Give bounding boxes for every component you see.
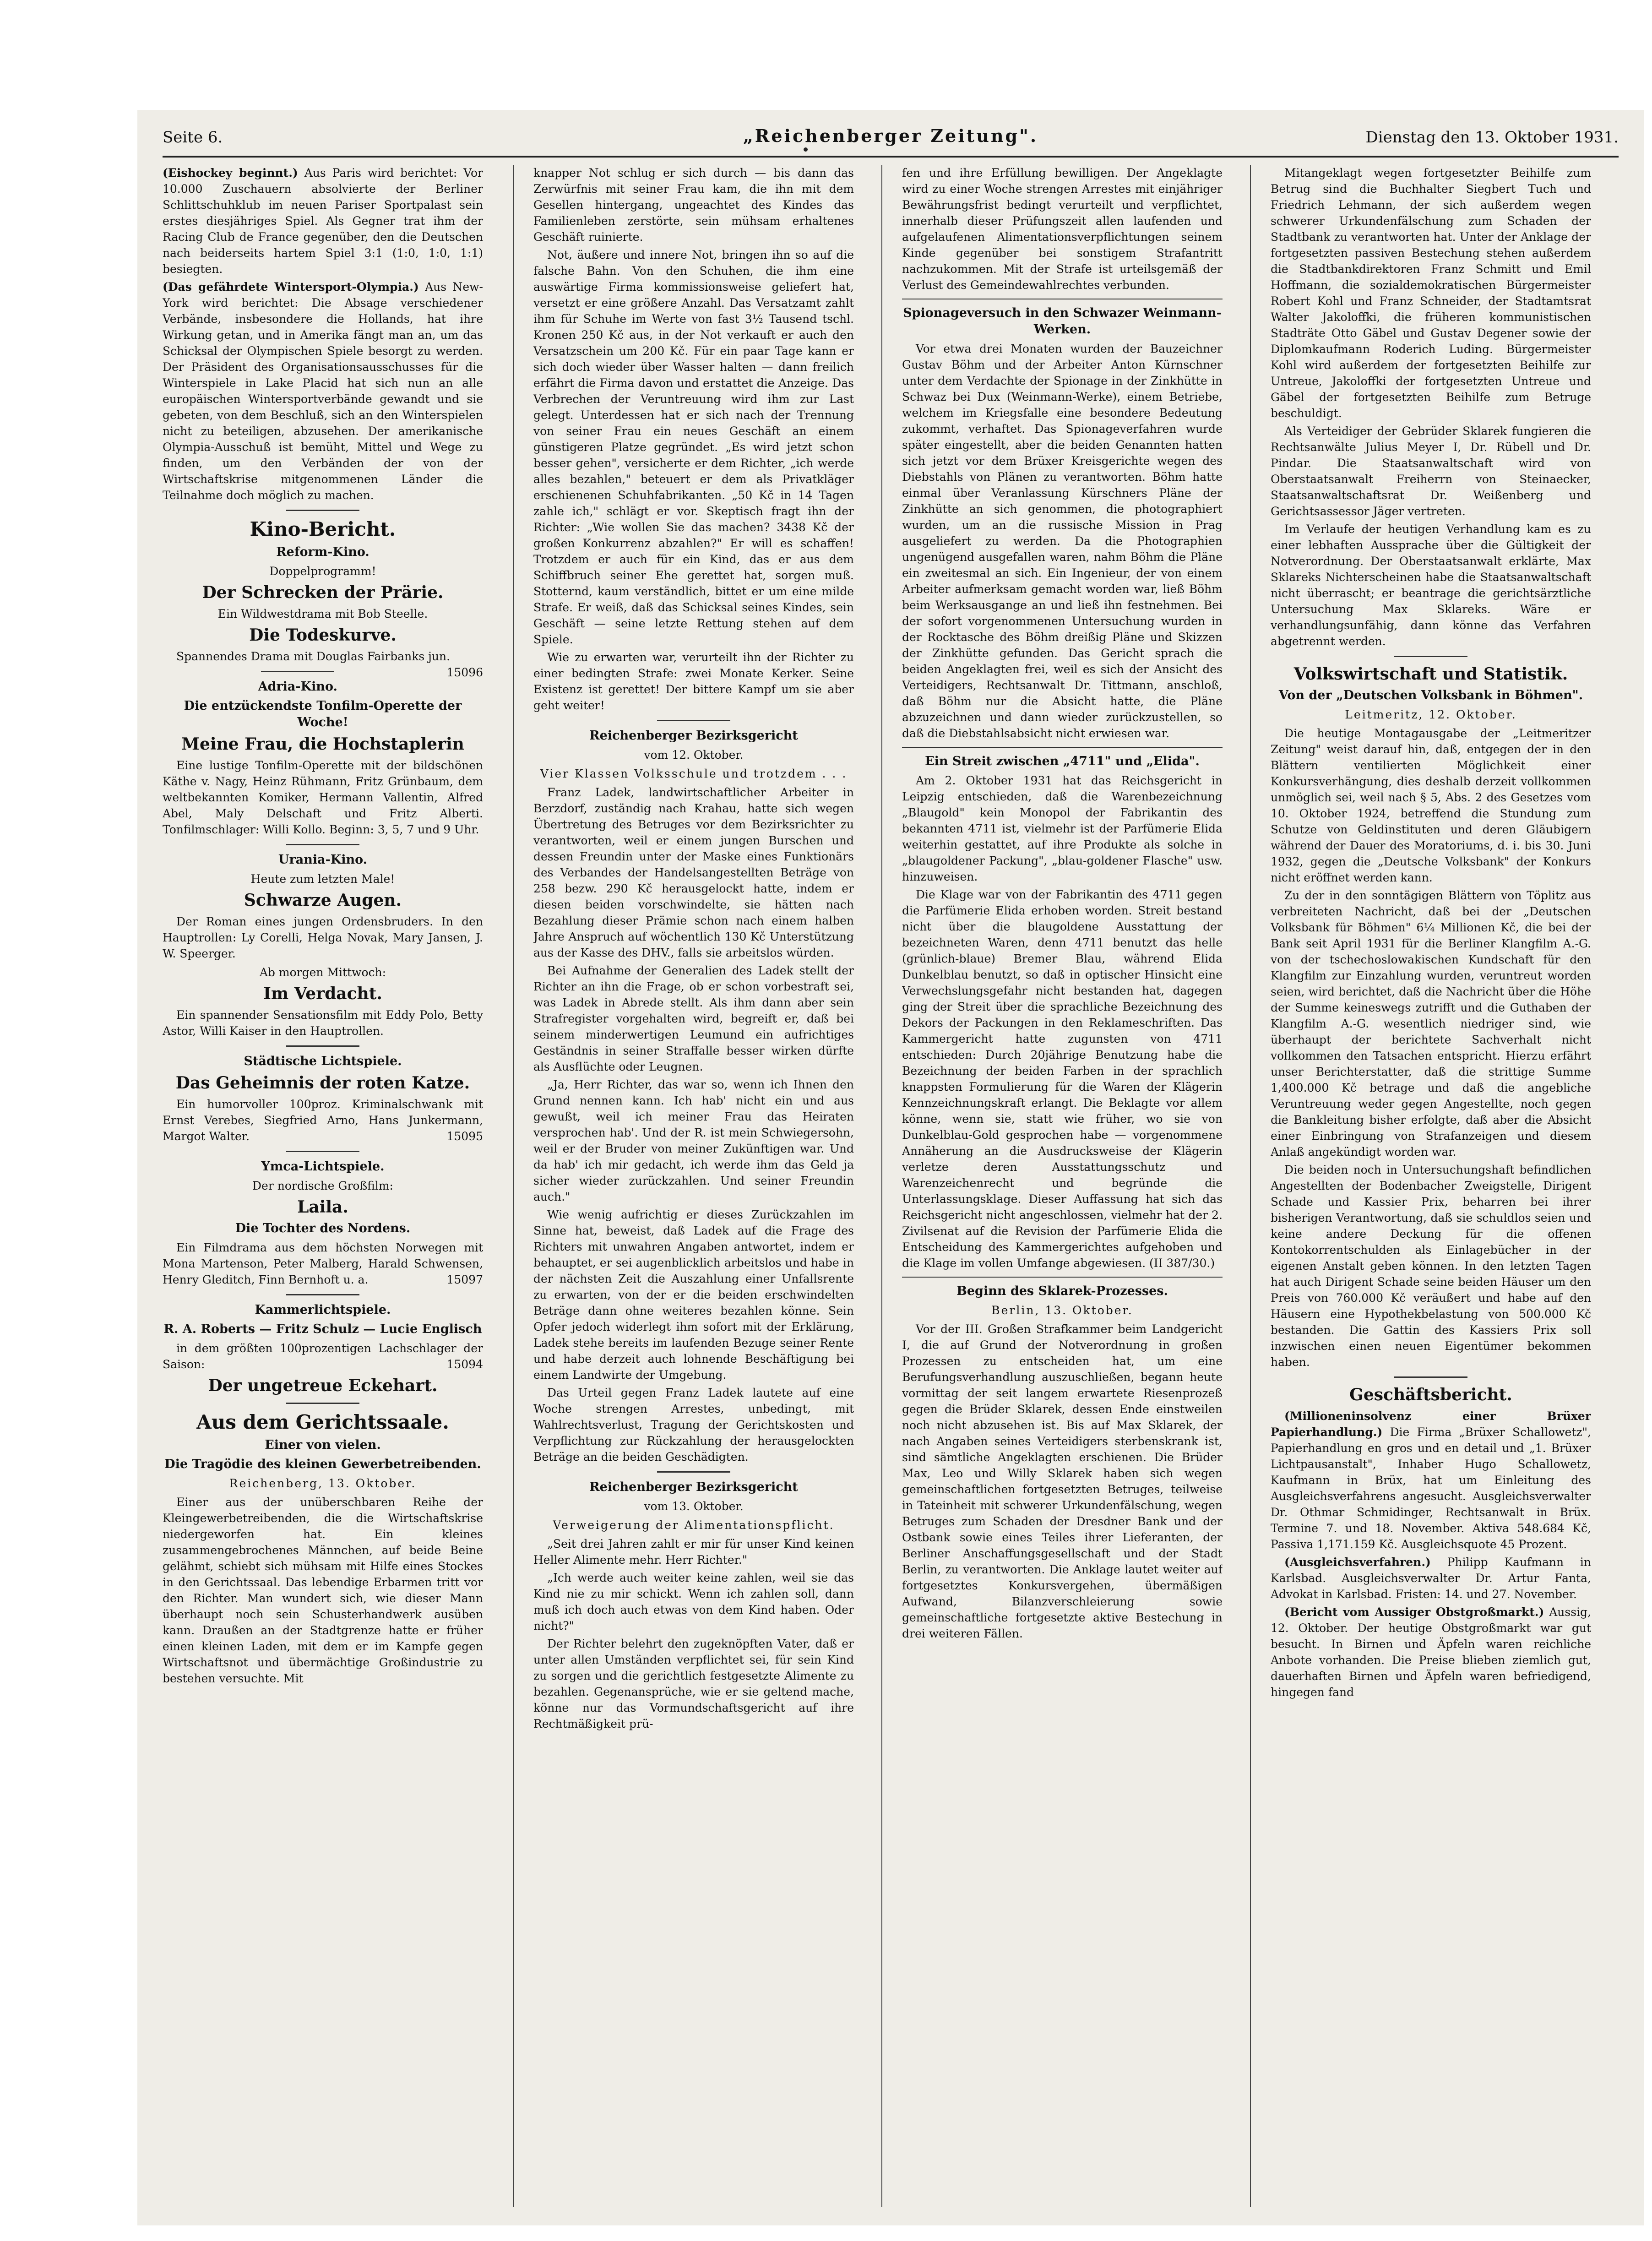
article-text: (Ausgleichsverfahren.) Philipp Kaufmann in Karlsbad. Ausgleichsverwalter Dr. Artur Fanta, Advokat in Karlsbad. Fristen: 14. und 27. November. [1271, 1556, 1591, 1601]
section-heading: Geschäftsbericht. [1349, 1385, 1512, 1404]
cinema-name: Adria-Kino. [258, 680, 337, 694]
article-heading: Reichenberger Bezirksgericht [589, 1480, 798, 1494]
article-text: „Seit drei Jahren zahlt er mir für unser Kind keinen Heller Alimente mehr. Herr Richter." [533, 1537, 854, 1567]
article-text: (Bericht vom Aussiger Obstgroßmarkt.) Aussig, 12. Oktober. Der heutige Obstgroßmarkt war gut besucht. In Birnen und Äpfeln waren reichliche Anbote vorhanden. Die Preise blieben ziemlich gut, dauerhaften Birnen und Äpfeln waren befriedigend, hingegen fand [1271, 1605, 1591, 1699]
cinema-name: Ymca-Lichtspiele. [261, 1159, 385, 1174]
ad-code: 15097 [446, 1273, 483, 1286]
article-lead: (Das gefährdete Wintersport-Olympia.) [163, 280, 419, 294]
section-rule [286, 510, 359, 511]
article-text: Aus New-York wird berichtet: Die Absage verschiedener Verbände, insbesondere die Hollands, hat ihre Wirkung getan, und in Amerika fängt man an, um das Schicksal der Olympischen Spiele besorgt zu werden. Der Präsident des Organisationsausschusses für die Winterspiele in Lake Placid hat sich nun an alle europäischen Wintersportverbände gewandt und sie gebeten, von dem Beschluß, sich an den Winterspielen nicht zu beteiligen, abzusehen. Der amerikanische Olympia-Ausschuß ist bemüht, Mittel und Wege zu finden, um den Verbänden der von der Wirtschaftskrise mitgenommenen Länder die Teilnahme doch möglich zu machen. [163, 280, 483, 502]
cinema-name: Urania-Kino. [278, 853, 368, 867]
article-heading: Spionageversuch in den Schwazer Weinmann-Werken. [903, 306, 1222, 337]
ad-code: 15094 [446, 1358, 483, 1371]
article-text: „Ich werde auch weiter keine zahlen, weil sie das Kind nie zu mir schickt. Wenn ich zahlen soll, dann muß ich doch auch etwas von dem Kind haben. Oder nicht?" [533, 1571, 854, 1632]
film-title: Die Todeskurve. [249, 626, 397, 645]
article-text: „Ja, Herr Richter, das war so, wenn ich Ihnen den Grund nennen kann. Ich hab' nicht ein und aus gewußt, weil ich meiner Frau das Heiraten versprochen hab'. Und der R. ist mein Schwiegersohn, weil er der Bruder von meiner Zukünftigen war. Und da hab' ich mir gedacht, ich werde ihm das Geld ja sicher wieder zurückzahlen. Und seiner Freundin auch." [533, 1078, 854, 1203]
article-text: Als Verteidiger der Gebrüder Sklarek fungieren die Rechtsanwälte Julius Meyer I, Dr. Rübell und Dr. Pindar. Die Staatsanwaltschaft wird von Oberstaatsanwalt Freiherrn von Steinaecker, Staatsanwaltschaftsrat Dr. Weißenberg und Gerichtsassessor Jäger vertreten. [1271, 424, 1591, 518]
film-title: Schwarze Augen. [244, 891, 402, 910]
article-heading: Beginn des Sklarek-Prozesses. [956, 1284, 1168, 1298]
section-rule [902, 1277, 1223, 1278]
ink-dot [804, 147, 808, 152]
article-subheading: Die Tragödie des kleinen Gewerbetreibenden. [164, 1457, 481, 1471]
ad-code: 15096 [446, 666, 483, 679]
article-text: fen und ihre Erfüllung bewilligen. Der Angeklagte wird zu einer Woche strengen Arrestes mit einjähriger Bewährungsfrist bedingt verurteilt und verpflichtet, innerhalb dieser Prüfungszeit allen laufenden und aufgelaufenen Alimentationsverpflichtungen seinem Kinde gegenüber bei sonstigem Strafantritt nachzukommen. Mit der Strafe ist urteilsgemäß der Verlust des Gemeindewahlrechtes verbunden. [902, 166, 1223, 292]
film-description: Eine lustige Tonfilm-Operette mit der bildschönen Käthe v. Nagy, Heinz Rühmann, Fritz Grünbaum, dem weltbekannten Komiker, Hermann Vallentin, Alfred Abel, Maly Delschaft und Fritz Alberti. Tonfilmschlager: Willi Kollo. Beginn: 3, 5, 7 und 9 Uhr. [163, 759, 483, 836]
article-heading: Einer von vielen. [265, 1438, 381, 1452]
article-heading: Von der „Deutschen Volksbank in Böhmen". [1278, 688, 1583, 702]
article-text: Einer aus der unüberschbaren Reihe der Kleingewerbetreibenden, die die Wirtschaftskrise niedergeworfen hat. Ein kleines zusammengebrochenes Männchen, auf beide Beine gelähmt, schiebt sich mühsam mit Hilfe eines Stockes in den Gerichtssaal. Das lebendige Erbarmen tritt vor den Richter. Man wundert sich, wie dieser Mann überhaupt noch sein Schusterhandwerk ausüben kann. Draußen an der Stadtgrenze hatte er früher einen kleinen Laden, mit dem er im Kampfe gegen Wirtschaftsnot und übermächtige Großindustrie zu bestehen versuchte. Mit [163, 1496, 483, 1685]
cinema-subtitle: Ab morgen Mittwoch: [259, 966, 386, 979]
section-rule [286, 1045, 359, 1047]
film-description: Ein Wildwestdrama mit Bob Steelle. [217, 607, 428, 620]
newspaper-page [137, 110, 1644, 2225]
article-text: Der Richter belehrt den zugeknöpften Vater, daß er unter allen Umständen verpflichtet sei, für sein Kind zu sorgen und die gerichtlich festgesetzte Alimente zu bezahlen. Gegenansprüche, wie er sie geltend mache, könne nur das Vormundschaftsgericht auf ihre Rechtmäßigkeit prü- [533, 1637, 854, 1730]
article-text: Die beiden noch in Untersuchungshaft befindlichen Angestellten der Bodenbacher Zweigstelle, Dirigent Schade und Kassier Prix, beharren bei ihrer bisherigen Verantwortung, daß sie schuldlos seien und keine andere Deckung für die offenen Kontokorrentschulden als Einlagebücher in der eigenen Anstalt geben können. In den letzten Tagen hat auch Dirigent Schade seine beiden Häuser um den Preis von 760.000 Kč veräußert und habe auf den Häusern eine Hypothekbelastung von 500.000 Kč bestanden. Die Gattin des Kassiers Prix soll inzwischen einen neuen Eigentümer bekommen haben. [1271, 1163, 1591, 1369]
article-subheading: Verweigerung der Alimentationspflicht. [553, 1518, 835, 1532]
section-rule [261, 671, 334, 672]
issue-date: Dienstag den 13. Oktober 1931. [1365, 128, 1619, 147]
section-rule [286, 1294, 359, 1295]
page-header [163, 124, 1619, 156]
column-2 [533, 165, 854, 2207]
film-title: Der ungetreue Eckehart. [208, 1376, 438, 1395]
cinema-subtitle: Heute zum letzten Male! [250, 872, 395, 886]
newspaper-title: „Reichenberger Zeitung". [743, 125, 1038, 146]
section-rule [286, 1151, 359, 1152]
section-heading: Volkswirtschaft und Statistik. [1293, 664, 1568, 684]
ad-code: 15095 [446, 1130, 483, 1143]
film-title: Im Verdacht. [263, 984, 382, 1003]
article-text: Not, äußere und innere Not, bringen ihn so auf die falsche Bahn. Von den Schuhen, die ihm eine auswärtige Firma kommissionsweise geliefert hat, versetzt er eine größere Anzahl. Das Versatzamt zahlt ihm für Schuhe im Werte von fast 3½ Tausend tschl. Kronen 250 Kč aus, in der Not verkauft er auch den Versatzschein um 200 Kč. Für ein paar Tage kann er sich doch wieder über Wasser halten — dann freilich erfährt die Firma davon und erstattet die Anzeige. Das Verbrechen der Veruntreuung wird ihm zur Last gelegt. Unterdessen hat er sich nach der Trennung von seiner Frau ein neues Geschäft an einem günstigeren Platze gegründet. „Es wird jetzt schon besser gehen", versicherte er dem Richter, „ich werde alles bezahlen," beteuert er dem als Privatkläger erschienenen Schuhfabrikanten. „50 Kč in 14 Tagen zahle ich," schlägt er vor. Skeptisch fragt ihn der Richter: „Wie wollen Sie das machen? 3438 Kč der großen Konkurrenz abzahlen?" Er will es schaffen! Trotzdem er auch für ein Kind, das er aus dem Schiffbruch seiner Ehe gerettet hat, sorgen muß. Stotternd, kaum verständlich, bittet er um eine milde Strafe. Er weiß, daß das Schicksal seines Kindes, sein Geschäft — seine letzte Rettung stehen auf dem Spiele. [533, 248, 854, 646]
film-title: Laila. [297, 1197, 348, 1217]
section-heading: Aus dem Gerichtssaale. [196, 1411, 449, 1433]
section-rule [286, 844, 359, 845]
header-rule [163, 156, 1619, 158]
article-lead: (Eishockey beginnt.) [163, 166, 298, 179]
dateline: Reichenberg, 13. Oktober. [229, 1477, 417, 1490]
dateline: Leitmeritz, 12. Oktober. [1345, 708, 1517, 721]
cinema-subtitle: R. A. Roberts — Fritz Schulz — Lucie Englisch [163, 1322, 482, 1336]
article-subheading: Vier Klassen Volksschule und trotzdem . . . [540, 767, 848, 780]
article-heading: Reichenberger Bezirksgericht [589, 729, 798, 743]
section-rule [657, 720, 730, 721]
film-title: Meine Frau, die Hochstaplerin [181, 734, 464, 754]
cinema-name: Reform-Kino. [276, 545, 370, 559]
cinema-name: Kammerlichtspiele. [255, 1303, 391, 1317]
film-description: in dem größten 100prozentigen Lachschlager der Saison: 15094 [163, 1340, 483, 1372]
article-text: Zu der in den sonntägigen Blättern von Töplitz aus verbreiteten Nachricht, daß bei der „Deutschen Volksbank für Böhmen" 6¼ Millionen Kč, die bei der Bank seit April 1931 für die Berliner Klangfilm A.-G. von der tschechoslowakischen Kundschaft für den Klangfilm zur Einzahlung wurden, veruntreut worden seien, wird berichtet, daß die Nachricht über die Höhe der Summe keineswegs zutrifft und die Guthaben der Klangfilm A.-G. wesentlich niedriger sind, wie überhaupt der berichtete Sachverhalt nicht vollkommen den Tatsachen entspricht. Hierzu erfährt unser Berichterstatter, daß die strittige Summe 1,400.000 Kč betrage und daß die angebliche Veruntreuung weder gegen Angestellte, noch gegen die Bankleitung bisher erfolgte, daß aber die Absicht einer Einbringung von Strafanzeigen und diesem Anlaß angekündigt worden war. [1271, 889, 1591, 1159]
article-text: Mitangeklagt wegen fortgesetzter Beihilfe zum Betrug sind die Buchhalter Siegbert Tuch und Friedrich Lehmann, der sich außerdem wegen schwerer Urkundenfälschung zum Schaden der Stadtbank zu verantworten hat. Unter der Anklage der fortgesetzten passiven Bestechung stehen außerdem die Stadtbankdirektoren Franz Schmitt und Emil Hoffmann, die sozialdemokratischen Bürgermeister Robert Kohl und Franz Schneider, der Stadtamtsrat Walter Jakoloffki, die früheren kommunistischen Stadträte Otto Gäbel und Gustav Degener sowie der Diplomkaufmann Roderich Luding. Bürgermeister Kohl wird außerdem der fortgesetzten Beihilfe zur Untreue, Jakoloffki der fortgesetzten Untreue und Gäbel der fortgesetzten Beihilfe zum Betruge beschuldigt. [1271, 166, 1591, 420]
article-text: Wie wenig aufrichtig er dieses Zurückzahlen im Sinne hat, beweist, daß Ladek auf die Frage des Richters mit unwahren Angaben antwortet, indem er behauptet, er sei augenblicklich arbeitslos und habe in der nächsten Zeit die Auszahlung einer Unfallsrente zu erwarten, von der er die beiden erschwindelten Beträge dann ohne weiteres bezahlen könne. Sein Opfer jedoch widerlegt ihm sofort mit der Erklärung, Ladek stehe bereits im laufenden Bezuge seiner Rente und habe derzeit auch lohnende Beschäftigung bei einem Landwirte der Umgebung. [533, 1208, 854, 1382]
column-1 [163, 165, 483, 2207]
dateline: vom 13. Oktober. [644, 1500, 744, 1513]
article-text: Franz Ladek, landwirtschaftlicher Arbeiter in Berzdorf, zuständig nach Krahau, hatte sich wegen Übertretung des Betruges vor dem Bezirksrichter zu verantworten, weil er einem jungen Burschen und dessen Freundin unter der Maske eines Funktionärs des Verbandes der Handelsangestellten Beträge von 258 bezw. 290 Kč herausgelockt hatte, indem er diesen beiden vorschwindelte, sie hätten nach Bezahlung dieser Prämie schon nach einem halben Jahre Anspruch auf wöchentlich 130 Kč Unterstützung aus der Kasse des DHV., falls sie arbeitslos würden. [533, 786, 854, 959]
film-description: Ein humorvoller 100proz. Kriminalschwank mit Ernst Verebes, Siegfried Arno, Hans Junkermann, Margot Walter. 15095 [163, 1096, 483, 1144]
article-olympia [163, 279, 483, 503]
section-heading: Kino-Bericht. [250, 518, 396, 540]
column-4 [1271, 165, 1591, 2207]
article-text: Wie zu erwarten war, verurteilt ihn der Richter zu einer bedingten Strafe: zwei Monate Kerker. Seine Existenz ist gerettet! Der bittere Kampf um sie aber geht weiter! [533, 651, 854, 712]
article-eishockey [163, 165, 483, 277]
column-3 [902, 165, 1223, 2207]
column-divider [1250, 165, 1251, 2207]
article-text: Am 2. Oktober 1931 hat das Reichsgericht in Leipzig entschieden, daß die Warenbezeichnung „Blaugold" kein Monopol der Fabrikantin des bekannten 4711 ist, vielmehr ist der Parfümerie Elida weiterhin gestattet, auf ihre Produkte als solche in „blaugoldener Packung", „blau-goldener Flasche" usw. hinzuweisen. [902, 774, 1223, 883]
article-text: Die heutige Montagausgabe der „Leitmeritzer Zeitung" weist darauf hin, daß, entgegen der in den Blättern ventilierten Möglichkeit einer Konkursverhängung, dies deshalb derzeit vollkommen unmöglich sei, weil nach § 5, Abs. 2 des Gesetzes vom 10. Oktober 1924, betreffend die Stundung zum Schutze von Geldinstituten und deren Gläubigern während der Dauer des Moratoriums, d. i. bis 30. Juni 1932, gegen die „Deutsche Volksbank" der Konkurs nicht eröffnet werden kann. [1271, 727, 1591, 884]
cinema-subtitle: Der nordische Großfilm: [252, 1179, 393, 1192]
article-heading: Ein Streit zwischen „4711" und „Elida". [925, 754, 1200, 768]
section-rule [286, 1403, 359, 1404]
film-description: Ein Filmdrama aus dem höchsten Norwegen mit Mona Martenson, Peter Malberg, Harald Schwensen, Henry Gleditch, Finn Bernhoft u. a. 15097 [163, 1240, 483, 1288]
dateline: vom 12. Oktober. [644, 748, 744, 762]
article-text: Vor der III. Großen Strafkammer beim Landgericht I, die auf Grund der Notverordnung in großen Prozessen zu entscheiden hat, um eine Berufungsverhandlung auszuschließen, begann heute vormittag der seit langem erwartete Riesenprozeß gegen die Brüder Sklarek, dessen Ende einstweilen noch nicht abzusehen ist. Bis auf Max Sklarek, der nach Angaben seines Verteidigers sterbenskrank ist, sind sämtliche Angeklagten erschienen. Die Brüder Max, Leo und Willy Sklarek haben sich wegen gemeinschaftlichen fortgesetzten Betruges, teilweise in Tateinheit mit schwerer Urkundenfälschung, wegen Betruges zum Schaden der Dresdner Bank und der Ostbank sowie eines Teiles ihrer Lieferanten, der Berliner Anschaffungsgesellschaft und der Stadt Berlin, zu verantworten. Die Anklage lautet weiter auf fortgesetztes Konkursvergehen, übermäßigen Aufwand, Bilanzverschleierung sowie gemeinschaftliche fortgesetzte aktive Bestechung in drei weiteren Fällen. [902, 1322, 1223, 1640]
section-rule [1394, 1376, 1467, 1378]
film-subtitle: Die Tochter des Nordens. [235, 1221, 411, 1235]
article-text: Aus Paris wird berichtet: Vor 10.000 Zuschauern absolvierte der Berliner Schlittschuhklub im neuen Pariser Sportpalast sein erstes diesjähriges Spiel. Als Gegner trat ihm der Racing Club de France gegenüber, den die Deutschen nach beiderseits hartem Spiel 3:1 (1:0, 1:0, 1:1) besiegten. [163, 166, 483, 276]
cinema-name: Städtische Lichtspiele. [244, 1054, 402, 1068]
article-text: Im Verlaufe der heutigen Verhandlung kam es zu einer lebhaften Aussprache über die Gültigkeit der Notverordnung. Der Oberstaatsanwalt erklärte, Max Sklareks Nichterscheinen habe die Staatsanwaltschaft nicht überrascht; er beantrage die gerichtsärztliche Untersuchung Max Sklareks. Wäre er verhandlungsunfähig, dann könne das Verfahren abgetrennt werden. [1271, 522, 1591, 648]
cinema-subtitle: Die entzückendste Tonfilm-Operette der Woche! [184, 699, 462, 729]
column-divider [513, 165, 514, 2207]
article-lead: (Bericht vom Aussiger Obstgroßmarkt.) [1284, 1605, 1544, 1619]
section-rule [902, 747, 1223, 748]
film-title: Der Schrecken der Prärie. [202, 583, 444, 602]
article-text: Bei Aufnahme der Generalien des Ladek stellt der Richter an ihn die Frage, ob er schon vorbestraft sei, was Ladek in Abrede stellt. Als ihm dann aber sein Strafregister vorgehalten wird, begreift er, daß bei seinem minderwertigen Leumund ein aufrichtiges Geständnis in seiner Straffalle besser wirken dürfte als Ausflüchte oder Leugnen. [533, 964, 854, 1073]
film-description: Ein spannender Sensationsfilm mit Eddy Polo, Betty Astor, Willi Kaiser in den Hauptrollen. [163, 1008, 483, 1038]
article-text: Die Klage war von der Fabrikantin des 4711 gegen die Parfümerie Elida erhoben worden. Streit bestand nicht über die blaugoldene Ausstattung der bezeichneten Waren, denn 4711 benutzt das helle (grünlich-blaue) Bremer Blau, während Elida Dunkelblau benutzt, so daß in optischer Hinsicht eine Verwechslungsgefahr nicht bestanden hat, dagegen ging der Streit über die sprachliche Bezeichnung des Dekors der Packungen in den Reklameschriften. Das Kammergericht hatte zugunsten von 4711 entschieden: Durch 20jährige Benutzung habe die Bezeichnung der beiden Farben in der sprachlich knappsten Formulierung für die Waren der Klägerin Kennzeichnungskraft erlangt. Die Beklagte vor allem könne, wenn sie, statt wie früher, wo sie von Dunkelblau-Gold gesprochen habe — vorgenommene Annäherung an die Ausdrucksweise der Klägerin verletze deren Ausstattungsschutz und Warenzeichenrecht und begründe die Unterlassungsklage. Dieser Auffassung hat sich das Reichsgericht nicht angeschlossen, vielmehr hat der 2. Zivilsenat auf die Revision der Parfümerie Elida die Entscheidung des Kammergerichtes aufgehoben und die Klage im vollen Umfange abgewiesen. (II 387/30.) [902, 888, 1223, 1270]
article-lead: (Ausgleichsverfahren.) [1284, 1556, 1431, 1569]
dateline: Berlin, 13. Oktober. [991, 1304, 1133, 1317]
article-text: Vor etwa drei Monaten wurden der Bauzeichner Gustav Böhm und der Arbeiter Anton Kürnschner unter dem Verdachte der Spionage in der Zinkhütte in Schwaz bei Dux (Weinmann-Werke), einem Betriebe, welchem im Kriegsfalle eine besondere Bedeutung zukommt, verhaftet. Das Spionageverfahren wurde später eingestellt, aber die beiden Genannten hatten sich jetzt vor dem Brüxer Kreisgerichte wegen des Diebstahls von Plänen zu verantworten. Böhm hatte einmal über Veranlassung Kürschners Pläne der Zinkhütte an sich genommen, die photographiert wurden, um an die russische Mission in Prag ausgeliefert zu werden. Da die Photographien ungenügend ausgefallen waren, nahm Böhm die Pläne ein zweitesmal an sich. Ein Ingenieur, der von einem Arbeiter aufmerksam gemacht worden war, ließ Böhm beim Werksausgange an und ließ ihn festnehmen. Bei der sofort vorgenommenen Untersuchung wurden in der Rocktasche des Böhm dreißig Pläne und Skizzen der Zinkhütte gefunden. Das Gericht sprach die beiden Angeklagten frei, weil es sich der Ansicht des Verteidigers, Rechtsanwalt Dr. Tittmann, anschloß, daß Böhm nur die Absicht hatte, die Pläne abzuzeichnen und dann wieder zurückzustellen, so daß die Diebstahlsabsicht nicht erwiesen war. [902, 342, 1223, 740]
film-description: Der Roman eines jungen Ordensbruders. In den Hauptrollen: Ly Corelli, Helga Novak, Mary Jansen, J. W. Speerger. [163, 915, 483, 960]
section-rule [1394, 656, 1467, 657]
film-title: Das Geheimnis der roten Katze. [175, 1073, 470, 1093]
article-lead: (Millioneninsolvenz einer Brüxer Papierhandlung.) [1271, 1409, 1591, 1439]
page-number: Seite 6. [163, 128, 223, 147]
article-text: knapper Not schlug er sich durch — bis dann das Zerwürfnis mit seiner Frau kam, die ihn mit dem Gesellen hintergang, ungeachtet des Kindes das Familienleben zerstörte, sein mühsam erhaltenes Geschäft ruinierte. [533, 166, 854, 244]
article-text: (Millioneninsolvenz einer Brüxer Papierhandlung.) Die Firma „Brüxer Schallowetz", Papierhandlung en gros und en detail und „1. Brüxer Lichtpausanstalt", Inhaber Hugo Schallowetz, Kaufmann in Brüx, hat um Einleitung des Ausgleichsverfahrens angesucht. Ausgleichsverwalter Dr. Othmar Schmidinger, Rechtsanwalt in Brüx. Termine 7. und 18. November. Aktiva 548.684 Kč, Passiva 1,171.159 Kč. Ausgleichsquote 45 Prozent. [1271, 1409, 1591, 1551]
article-text: Das Urteil gegen Franz Ladek lautete auf eine Woche strengen Arrestes, unbedingt, mit Wahlrechtsverlust, Tragung der Gerichtskosten und Verpflichtung zur Rückzahlung der herausgelockten Beträge an die beiden Geschädigten. [533, 1386, 854, 1463]
cinema-subtitle: Doppelprogramm! [269, 565, 376, 578]
film-description: Spannendes Drama mit Douglas Fairbanks jun. 15096 [163, 648, 483, 664]
section-rule [657, 1471, 730, 1473]
column-divider [881, 165, 882, 2207]
